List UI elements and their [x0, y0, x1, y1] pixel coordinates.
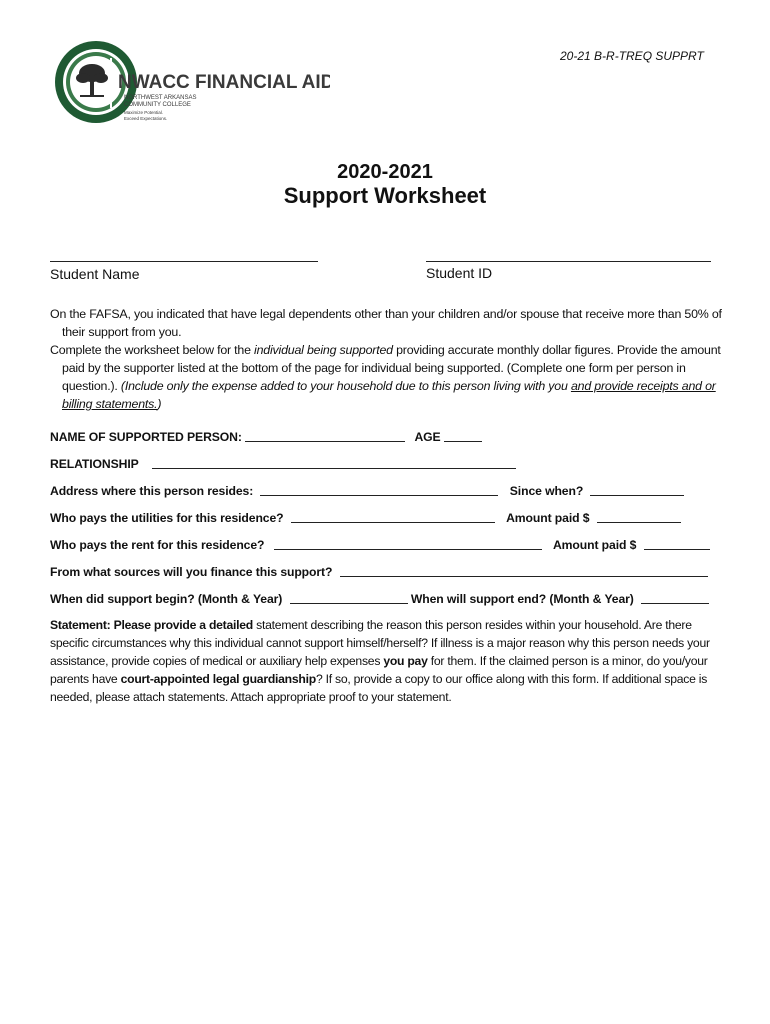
logo-tag1: Maximize Potential. [124, 110, 164, 115]
statement-text: Statement: Please provide a detailed statement describing the reason this person resides within your household. Are there specific circumstances why this individual cannot support himself/herself? If illness is a major reason why this person needs your assistance, provide copies of medical or auxiliary help expenses you pay for them. If the claimed person is a minor, do you/your parents have court-appointed legal guardianship? If so, provide a copy to our office along with this form. If additional space is needed, please attach statements. Attach appropriate proof to your statement. [50, 618, 710, 704]
relationship-field[interactable] [152, 456, 516, 469]
row-support-dates [50, 591, 709, 606]
utilities-amount-label: Amount paid $ [506, 511, 590, 525]
supported-person-field[interactable] [245, 429, 405, 442]
address-field[interactable] [260, 483, 498, 496]
utilities-amount-field[interactable] [597, 510, 681, 523]
utilities-field[interactable] [291, 510, 495, 523]
intro-paragraph-1: On the FAFSA, you indicated that have legal dependents other than your children and/or spouse that receive more than 50% of their support from you. [50, 307, 722, 339]
age-field[interactable] [444, 429, 482, 442]
utilities-label: Who pays the utilities for this residence? [50, 511, 284, 525]
relationship-label: RELATIONSHIP [50, 457, 139, 471]
support-end-field[interactable] [641, 591, 709, 604]
logo-line1: NORTHWEST ARKANSAS [124, 95, 197, 101]
support-begin-field[interactable] [290, 591, 408, 604]
student-name-line[interactable] [50, 261, 318, 262]
supported-person-label: NAME OF SUPPORTED PERSON: [50, 430, 242, 444]
support-begin-label: When did support begin? (Month & Year) [50, 592, 283, 606]
since-when-field[interactable] [590, 483, 684, 496]
address-label: Address where this person resides: [50, 484, 254, 498]
intro-paragraph-2: Complete the worksheet below for the individual being supported providing accurate monthly dollar figures. Provide the amount paid by the supporter listed at the bottom of the page for individual being supported. (Complete one form per person in question.). (Include only the expense added to your household due to this person living with you and provide receipts and or billing statements.) [50, 343, 721, 411]
worksheet-year: 2020-2021 [337, 161, 433, 183]
intro-text [50, 305, 722, 413]
logo-tag2: Exceed Expectations. [124, 116, 168, 121]
student-id-label: Student ID [426, 265, 493, 281]
sources-field[interactable] [340, 564, 708, 577]
since-when-label: Since when? [509, 484, 584, 498]
row-address [50, 483, 684, 498]
rent-field[interactable] [274, 537, 542, 550]
student-name-label: Student Name [50, 266, 140, 282]
logo-name: NWACC FINANCIAL AID [118, 72, 330, 93]
row-relationship [50, 456, 516, 471]
support-end-label: When will support end? (Month & Year) [410, 592, 634, 606]
rent-amount-label: Amount paid $ [552, 538, 637, 552]
row-utilities [50, 510, 681, 525]
nwacc-logo [50, 38, 330, 130]
rent-label: Who pays the rent for this residence? [50, 538, 265, 552]
worksheet-title: Support Worksheet [283, 183, 487, 208]
row-supported-person [50, 429, 482, 444]
student-id-line[interactable] [426, 261, 711, 262]
row-sources [50, 564, 708, 579]
rent-amount-field[interactable] [644, 537, 710, 550]
logo-line2: COMMUNITY COLLEGE [124, 102, 191, 108]
form-code: 20-21 B-R-TREQ SUPPRT [560, 49, 704, 63]
sources-label: From what sources will you finance this support? [50, 565, 333, 579]
row-rent [50, 537, 710, 552]
age-label: AGE [414, 430, 441, 444]
